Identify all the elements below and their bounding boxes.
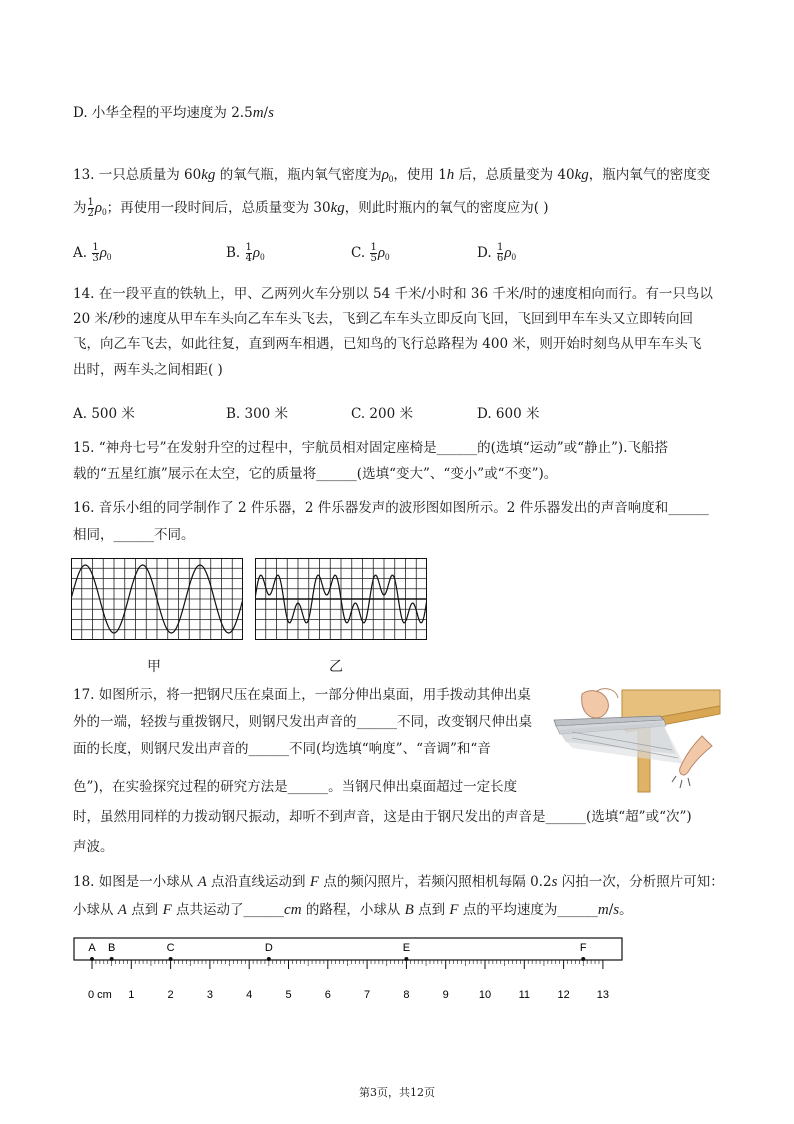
ruler-body bbox=[74, 938, 622, 960]
ruler-number: 0 cm bbox=[88, 989, 112, 1001]
ruler-point-d: D bbox=[264, 942, 273, 954]
waveform-yi bbox=[255, 558, 427, 640]
q17-line2: 外的一端，轻拨与重拨钢尺，则钢尺发出声音的______不同，改变钢尺伸出桌 bbox=[73, 714, 532, 730]
ruler-figure bbox=[70, 936, 630, 1008]
q14-option-a: A. 500 米 bbox=[73, 406, 135, 422]
ball-position-f bbox=[581, 957, 585, 961]
q16-line1: 16. 音乐小组的同学制作了 2 件乐器，2 件乐器发声的波形图如图所示。2 件乐器发出的声音响度和______ bbox=[73, 500, 709, 516]
ruler-number: 4 bbox=[246, 989, 253, 1001]
q13-line1: 13. 一只总质量为 60kg 的氧气瓶，瓶内氧气密度为$\rho_0$，使用 1h 后，总质量变为 40kg，瓶内氧气的密度变 bbox=[73, 167, 711, 184]
ruler-number: 8 bbox=[403, 989, 410, 1001]
q17-line3: 面的长度，则钢尺发出声音的______不同(均选填“响度”、“音调”和“音 bbox=[73, 741, 491, 757]
q17-line5: 时，虽然用同样的力拨动钢尺振动，却听不到声音，这是由于钢尺发出的声音是______(选填“超”或“次”) bbox=[73, 809, 692, 825]
ruler-point-e: E bbox=[402, 942, 411, 954]
ruler-number: 6 bbox=[324, 989, 331, 1001]
q17-line6: 声波。 bbox=[73, 839, 114, 855]
waveform-label-yi: 乙 bbox=[329, 659, 343, 675]
ruler-number: 11 bbox=[518, 989, 531, 1001]
ball-position-b bbox=[110, 957, 114, 961]
ruler-point-b: B bbox=[107, 942, 116, 954]
q18-line2: 小球从 A 点到 F 点共运动了______cm 的路程，小球从 B 点到 F 点的平均速度为______m/s。 bbox=[73, 902, 633, 918]
ruler-number: 7 bbox=[364, 989, 371, 1001]
ruler-number: 3 bbox=[206, 989, 213, 1001]
q14-line3: 飞，向乙车飞去，如此往复，直到两车相遇，已知鸟的飞行总路程为 400 米，则开始时刻鸟从甲车车头飞 bbox=[73, 336, 702, 352]
q14-option-b: B. 300 米 bbox=[226, 406, 289, 422]
q14-line2: 20 米/秒的速度从甲车车头向乙车车头飞去，飞到乙车车头立即反向飞回，飞回到甲车车头又立即转向回 bbox=[73, 311, 694, 327]
ruler-number: 2 bbox=[167, 989, 174, 1001]
ruler-point-f: F bbox=[579, 942, 587, 954]
steel-ruler-desk-illustration bbox=[552, 684, 722, 794]
q14-line4: 出时，两车头之间相距( ) bbox=[73, 362, 223, 378]
q14-line1: 14. 在一段平直的铁轨上，甲、乙两列火车分别以 54 千米/小时和 36 千米/时的速度相向而行。有一只鸟以 bbox=[73, 286, 713, 302]
ruler-number: 5 bbox=[285, 989, 292, 1001]
ball-position-c bbox=[169, 957, 173, 961]
q15-line2: 载的“五星红旗”展示在太空，它的质量将______(选填“变大”、“变小”或“不变”)。 bbox=[73, 466, 558, 482]
q12-option-d: D. 小华全程的平均速度为 2.5m/s bbox=[73, 105, 274, 121]
ruler-number: 12 bbox=[557, 989, 570, 1001]
q17-line4: 色”)，在实验探究过程的研究方法是______。当钢尺伸出桌面超过一定长度 bbox=[73, 779, 518, 795]
q13-option-b: B. $\frac{1}{4}$ $\rho_0$ bbox=[226, 242, 265, 264]
ball-position-e bbox=[404, 957, 408, 961]
q13-option-c: C. $\frac{1}{5}$ $\rho_0$ bbox=[351, 242, 390, 264]
q17-line1: 17. 如图所示，将一把钢尺压在桌面上，一部分伸出桌面，用手拨动其伸出桌 bbox=[73, 687, 531, 703]
ruler-number: 9 bbox=[442, 989, 449, 1001]
waveform-label-jia: 甲 bbox=[147, 659, 161, 675]
q18-line1: 18. 如图是一小球从 A 点沿直线运动到 F 点的频闪照片，若频闪照相机每隔 0.2s 闪拍一次，分析照片可知： bbox=[73, 874, 724, 890]
ball-position-a bbox=[90, 957, 94, 961]
page-footer: 第3页，共12页 bbox=[359, 1086, 435, 1099]
ball-position-d bbox=[267, 957, 271, 961]
ruler-point-a: A bbox=[88, 942, 96, 954]
q13-option-a: A. $\frac{1}{3}$ $\rho_0$ bbox=[73, 242, 112, 264]
q14-option-c: C. 200 米 bbox=[351, 406, 413, 422]
q13-option-d: D. $\frac{1}{6}$ $\rho_0$ bbox=[477, 242, 517, 264]
q13-line2: 为 $\frac{1}{2}$ $\rho_0$；再使用一段时间后，总质量变为 30kg，则此时瓶内的氧气的密度应为( ) bbox=[73, 197, 549, 219]
ruler-number: 13 bbox=[596, 989, 610, 1001]
ruler-number: 1 bbox=[128, 989, 135, 1001]
q14-option-d: D. 600 米 bbox=[477, 406, 540, 422]
q15-line1: 15. “神舟七号”在发射升空的过程中，宇航员相对固定座椅是______的(选填“运动”或“静止”).飞船搭 bbox=[73, 440, 668, 456]
ruler-point-c: C bbox=[166, 942, 175, 954]
ruler-number: 10 bbox=[478, 989, 492, 1001]
waveform-jia bbox=[71, 558, 243, 640]
q16-line2: 相同，______不同。 bbox=[73, 527, 195, 543]
